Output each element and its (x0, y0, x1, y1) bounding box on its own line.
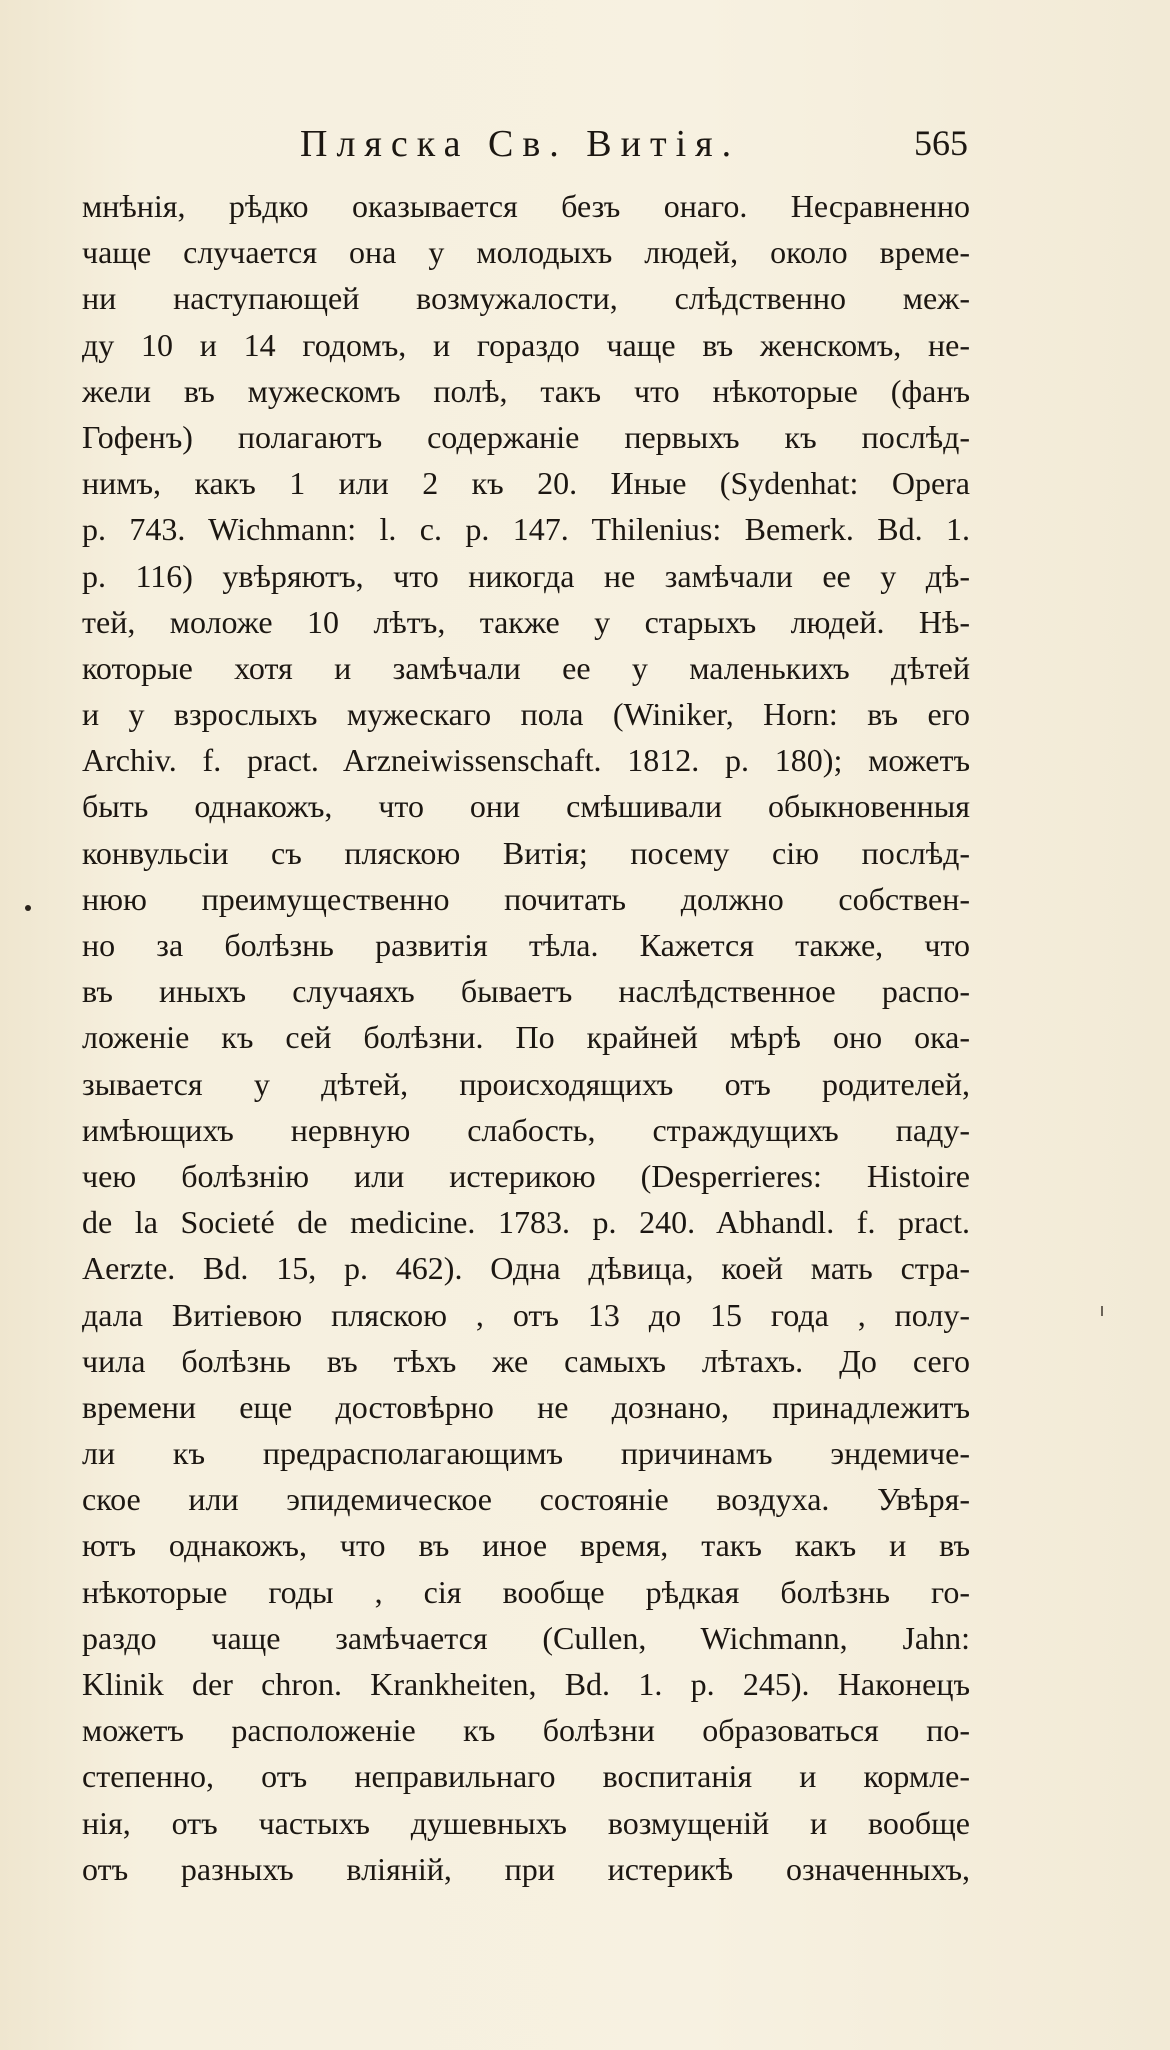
text-line: чила болѣзнь въ тѣхъ же самыхъ лѣтахъ. До сего (82, 1342, 970, 1379)
text-line: въ иныхъ случаяхъ бываетъ наслѣдственное распо- (82, 973, 970, 1010)
page-number: 565 (914, 123, 968, 163)
text-line: имѣющихъ нервную слабость, страждущихъ паду- (82, 1111, 970, 1148)
text-line: de la Societé de medicine. 1783. p. 240. Abhandl. f. pract. (82, 1204, 970, 1241)
running-header (300, 122, 968, 182)
text-line: конвульсіи съ пляскою Витія; посему сію послѣд- (82, 834, 970, 871)
text-line: зывается у дѣтей, происходящихъ отъ родителей, (82, 1065, 970, 1102)
text-line: которые хотя и замѣчали ее у маленькихъ дѣтей (82, 649, 970, 686)
text-line: Гофенъ) полагаютъ содержаніе первыхъ къ послѣд- (82, 418, 970, 455)
text-line: но за болѣзнь развитія тѣла. Кажется также, что (82, 927, 970, 963)
text-line: раздо чаще замѣчается (Cullen, Wichmann, Jahn: (82, 1619, 970, 1656)
text-line: p. 743. Wichmann: l. c. p. 147. Thilenius: Bemerk. Bd. 1. (82, 511, 970, 548)
text-line: тей, моложе 10 лѣтъ, также у старыхъ людей. Нѣ- (82, 603, 970, 640)
text-line: быть однакожъ, что они смѣшивали обыкновенныя (82, 788, 970, 825)
text-line: времени еще достовѣрно не дознано, принадлежитъ (82, 1388, 970, 1425)
text-line: нія, отъ частыхъ душевныхъ возмущеній и вообще (82, 1804, 970, 1841)
text-line: ни наступающей возмужалости, слѣдственно меж- (82, 280, 970, 317)
text-line: ское или эпидемическое состояніе воздуха. Увѣря- (82, 1481, 970, 1518)
text-line: чаще случается она у молодыхъ людей, около време- (82, 234, 970, 271)
running-title: Пляска Св. Витія. (300, 123, 741, 165)
text-line: Archiv. f. pract. Arzneiwissenschaft. 1812. p. 180); можетъ (82, 742, 970, 779)
text-line: Aerzte. Bd. 15, p. 462). Одна дѣвица, коей мать стра- (82, 1250, 970, 1287)
text-line: чею болѣзнію или истерикою (Desperrieres: Histoire (82, 1157, 970, 1194)
text-line: степенно, отъ неправильнаго воспитанія и кормле- (82, 1758, 970, 1795)
text-line: и у взрослыхъ мужескаго пола (Winiker, Horn: въ его (82, 696, 970, 733)
ink-speck (25, 905, 31, 911)
text-line: Klinik der chron. Krankheiten, Bd. 1. p. 245). Наконецъ (82, 1666, 970, 1702)
text-line: жели въ мужескомъ полѣ, такъ что нѣкоторые (фанъ (82, 372, 970, 409)
text-line: нимъ, какъ 1 или 2 къ 20. Иные (Sydenhat: Opera (82, 465, 970, 502)
text-line: ли къ предрасполагающимъ причинамъ эндемиче- (82, 1435, 970, 1472)
text-line: ложеніе къ сей болѣзни. По крайней мѣрѣ оно ока- (82, 1019, 970, 1056)
text-line: отъ разныхъ вліяній, при истерикѣ означенныхъ, (82, 1850, 970, 1887)
text-line: дала Витіевою пляскою , отъ 13 до 15 года , полу- (82, 1296, 970, 1333)
text-line: мнѣнія, рѣдко оказывается безъ онаго. Несравненно (82, 188, 970, 224)
text-line: можетъ расположеніе къ болѣзни образоваться по- (82, 1712, 970, 1749)
text-line: нюю преимущественно почитать должно собствен- (82, 880, 970, 917)
ink-speck (1101, 1306, 1103, 1316)
text-line: нѣкоторые годы , сія вообще рѣдкая болѣзнь го- (82, 1573, 970, 1610)
text-line: ду 10 и 14 годомъ, и гораздо чаще въ женскомъ, не- (82, 326, 970, 363)
text-line: p. 116) увѣряютъ, что никогда не замѣчали ее у дѣ- (82, 557, 970, 594)
body-text (82, 183, 970, 1892)
text-line: ютъ однакожъ, что въ иное время, такъ какъ и въ (82, 1527, 970, 1564)
